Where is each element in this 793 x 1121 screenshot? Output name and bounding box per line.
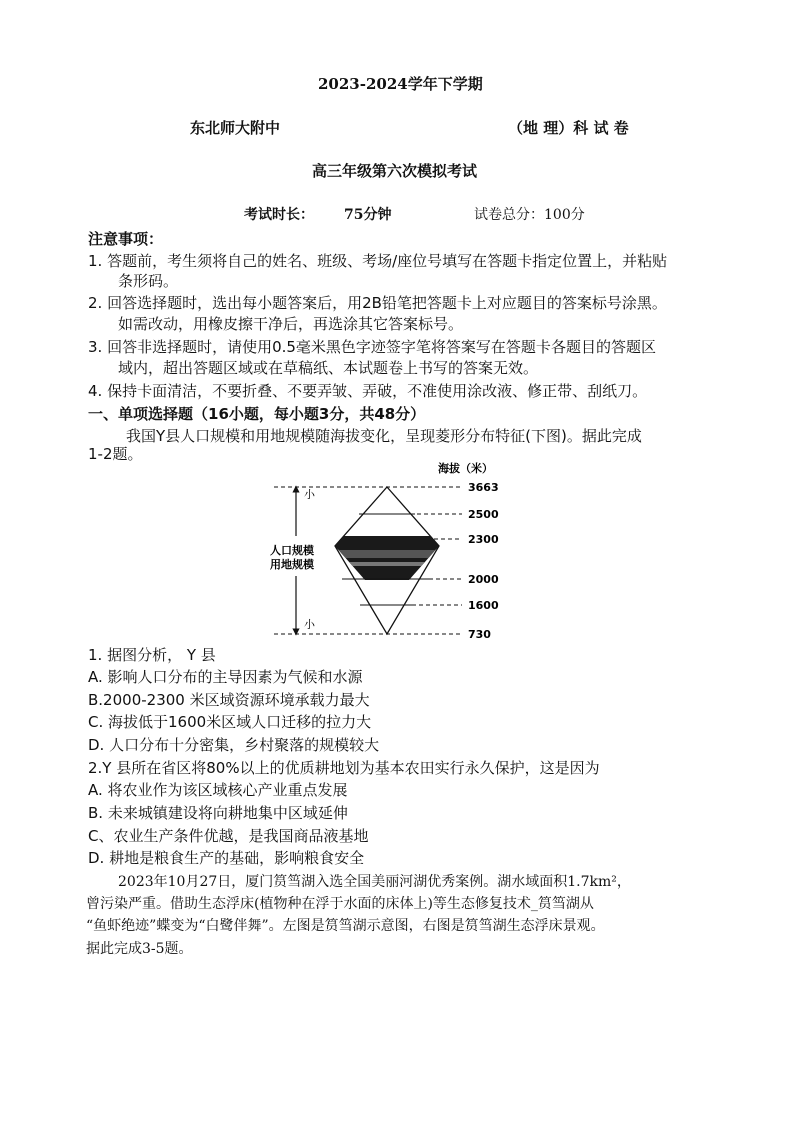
q2-option-d: D. 耕地是粮食生产的基础，影响粮食安全 (88, 849, 365, 867)
total-score: 试卷总分：100分 (474, 207, 585, 223)
level-label: 3663 (468, 481, 499, 494)
altitude-diagram (262, 458, 532, 644)
q1-option-d: D. 人口分布十分密集，乡村聚落的规模较大 (88, 736, 380, 754)
q2-option-c: C、农业生产条件优越，是我国商品液基地 (88, 827, 369, 845)
notes-title: 注意事项： (88, 230, 164, 248)
q1-option-c: C. 海拔低于1600米区域人口迁移的拉力大 (88, 713, 372, 731)
q1-option-a: A. 影响人口分布的主导因素为气候和水源 (88, 668, 363, 686)
level-label: 2500 (468, 508, 499, 521)
note-item: 条形码。 (118, 272, 179, 290)
section-intro: 1-2题。 (88, 445, 143, 463)
passage-line: 曾污染严重。借助生态浮床(植物种在浮于水面的床体上)等生态修复技术_筼筜湖从 (86, 896, 594, 912)
left-label-population: 人口规模 (270, 544, 314, 557)
note-item: 1. 答题前，考生须将自己的姓名、班级、考场/座位号填写在答题卡指定位置上，并粘贴 (88, 252, 668, 270)
note-item: 4. 保持卡面清洁，不要折叠、不要弄皱、弄破，不准使用涂改液、修正带、刮纸刀。 (88, 382, 648, 400)
subject-title: （地 理）科 试 卷 (508, 119, 629, 137)
question-1-stem: 1. 据图分析， Y 县 (88, 646, 216, 664)
level-label: 2300 (468, 533, 499, 546)
note-item: 如需改动，用橡皮擦干净后，再选涂其它答案标号。 (118, 315, 464, 333)
school-name: 东北师大附中 (190, 119, 281, 137)
exam-name: 高三年级第六次模拟考试 (312, 162, 478, 180)
passage-line: “鱼虾绝迹”蝶变为“白鹭伴舞”。左图是筼筜湖示意图，右图是筼筜湖生态浮床景观。 (86, 918, 605, 934)
q2-option-a: A. 将农业作为该区域核心产业重点发展 (88, 781, 348, 799)
duration-value: 75分钟 (344, 207, 392, 223)
duration-label: 考试时长： (244, 207, 314, 223)
section-title: 一、单项选择题（16小题，每小题3分，共48分） (88, 405, 426, 423)
question-2-stem: 2.Y 县所在省区将80%以上的优质耕地划为基本农田实行永久保护，这是因为 (88, 759, 600, 777)
passage-line: 据此完成3-5题。 (86, 941, 193, 957)
section-intro: 我国Y县人口规模和用地规模随海拔变化，呈现菱形分布特征(下图)。据此完成 (126, 427, 642, 445)
note-item: 2. 回答选择题时，选出每小题答案后，用2B铅笔把答题卡上对应题目的答案标号涂黑。 (88, 294, 667, 312)
left-label-land: 用地规模 (270, 558, 314, 571)
arrow-bottom-label: 小 (304, 618, 315, 631)
level-label: 730 (468, 628, 491, 641)
arrow-top-label: 小 (304, 488, 315, 501)
passage-line: 2023年10月27日，厦门筼筜湖入选全国美丽河湖优秀案例。湖水域面积1.7km²， (118, 874, 631, 890)
level-label: 1600 (468, 599, 499, 612)
axis-title: 海拔（米） (438, 462, 493, 475)
note-item: 3. 回答非选择题时，请使用0.5毫米黑色字迹签字笔将答案写在答题卡各题目的答题区 (88, 338, 656, 356)
level-label: 2000 (468, 573, 499, 586)
q2-option-b: B. 未来城镇建设将向耕地集中区域延伸 (88, 804, 348, 822)
note-item: 域内，超出答题区域或在草稿纸、本试题卷上书写的答案无效。 (118, 359, 539, 377)
q1-option-b: B.2000-2300 米区域资源环境承载力最大 (88, 691, 370, 709)
exam-term: 2023-2024学年下学期 (318, 75, 483, 93)
